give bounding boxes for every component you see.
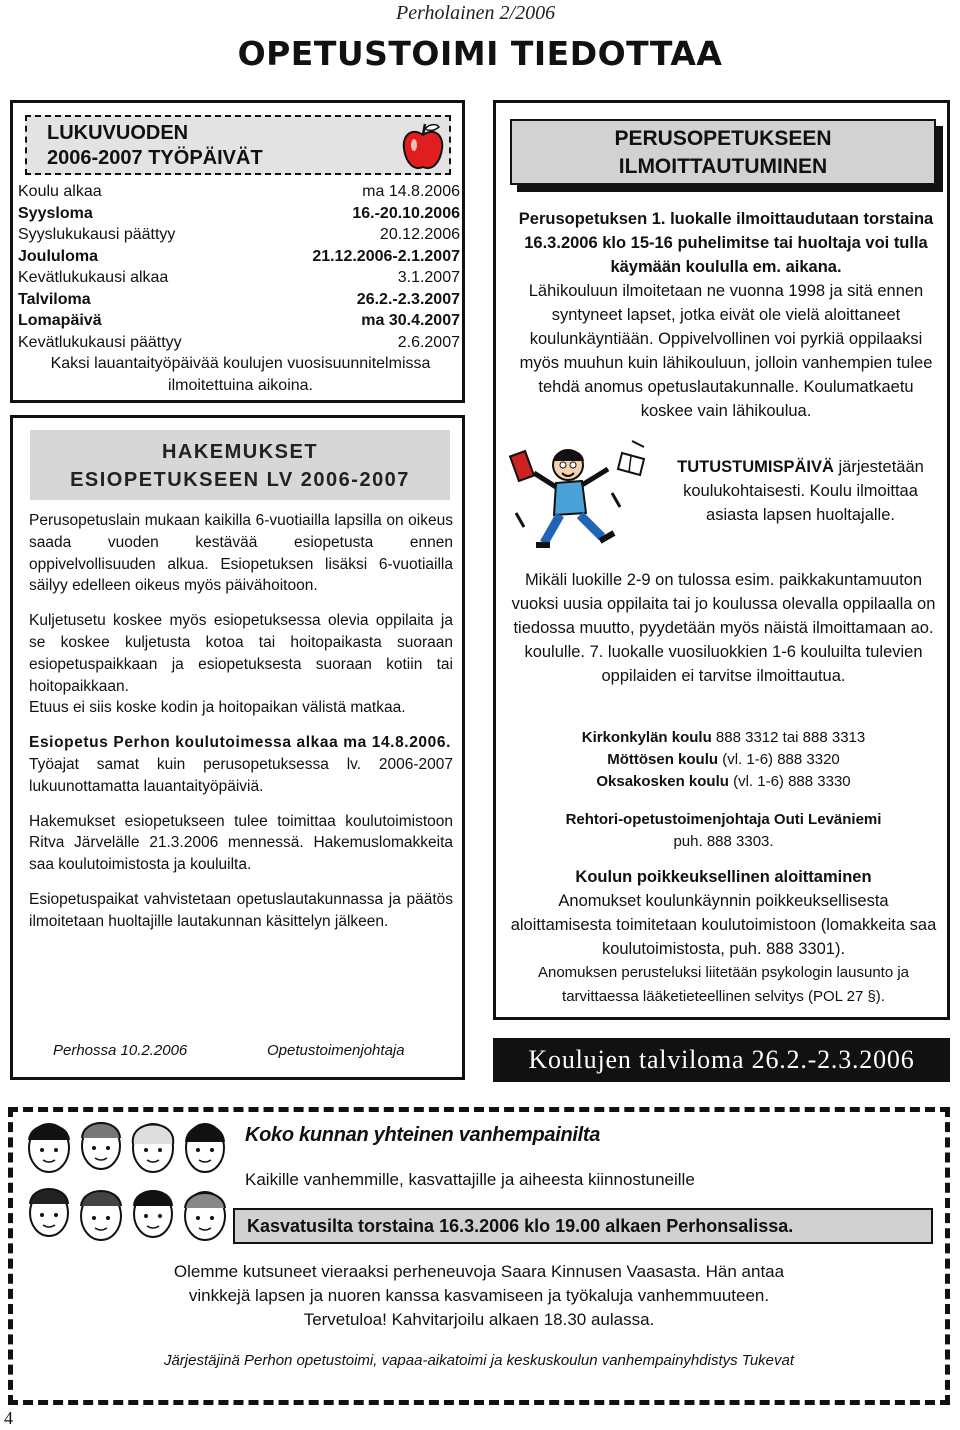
magazine-header: Perholainen 2/2006 bbox=[396, 2, 556, 24]
schedule-row-value: 26.2.-2.3.2007 bbox=[356, 290, 460, 308]
schedule-row-value: 3.1.2007 bbox=[397, 269, 460, 286]
page-number: 4 bbox=[4, 1408, 13, 1428]
applications-paragraph-5: Esiopetuspaikat vahvistetaan opetuslautakunnassa ja päätös ilmoitetaan huoltajille lautakunnan käsittelyn jälkeen. bbox=[29, 890, 453, 930]
evening-title: Koko kunnan yhteinen vanhempainilta bbox=[245, 1124, 601, 1146]
schedule-header bbox=[25, 115, 451, 175]
applications-header bbox=[30, 430, 450, 500]
schedule-row-value: ma 30.4.2007 bbox=[361, 312, 460, 329]
applications-box bbox=[10, 415, 465, 1080]
schedule-row-value: ma 14.8.2006 bbox=[362, 183, 460, 200]
faces-illustration bbox=[19, 1118, 234, 1270]
registration-title-line2: ILMOITTAUTUMINEN bbox=[618, 155, 828, 178]
school-info: (vl. 1-6) 888 3320 bbox=[718, 751, 840, 768]
school-contact bbox=[506, 749, 941, 771]
schedule-row-label: Joululoma bbox=[18, 247, 99, 265]
schedule-row-value: 20.12.2006 bbox=[379, 226, 460, 243]
schedule-row-label: Koulu alkaa bbox=[18, 183, 102, 200]
principal-name: Rehtori-opetustoimenjohtaja Outi Leväniemi bbox=[565, 811, 882, 828]
principal-contact bbox=[506, 809, 941, 853]
applications-paragraph-3: Työajat samat kuin perusopetuksessa lv. 2006-2007 lukuunottamatta lauantaityöpäiviä. bbox=[29, 755, 453, 795]
evening-organizers: Järjestäjinä Perhon opetustoimi, vapaa-aikatoimi ja keskuskoulun vanhempainyhdistys Tukevat bbox=[163, 1352, 795, 1369]
registration-intro bbox=[510, 207, 942, 423]
winter-holiday-banner: Koulujen talviloma 26.2.-2.3.2006 bbox=[493, 1038, 950, 1082]
signature-place: Perhossa 10.2.2006 bbox=[53, 1042, 188, 1059]
registration-header bbox=[510, 119, 936, 185]
orientation-day-text bbox=[668, 455, 933, 527]
schedule-row bbox=[18, 289, 460, 311]
schedule-row-value: 16.-20.10.2006 bbox=[352, 204, 460, 222]
student-illustration bbox=[504, 433, 664, 563]
school-info: 888 3312 tai 888 3313 bbox=[711, 729, 866, 746]
registration-box bbox=[493, 100, 950, 1020]
schedule-title-line2: 2006-2007 TYÖPÄIVÄT bbox=[47, 147, 263, 169]
schedule-list bbox=[18, 181, 460, 353]
applications-paragraph-1: Perusopetuslain mukaan kaikilla 6-vuotiailla lapsilla on oikeus saada vuoden kestävää esiopetusta ennen oppivelvollisuuden alkua. Esiopetuksen lisäksi 6-vuotiailla säilyy edelleen oikeus myös päivähoitoon. bbox=[29, 512, 453, 595]
schedule-row-label: Syysloma bbox=[18, 204, 93, 222]
applications-paragraph-2: Kuljetusetu koskee myös esiopetuksessa olevia oppilaita ja se koskee kuljetusta kotoa tai hoitopaikasta suoraan esiopetuspaikkaan ja esiopetuksesta suoraan kotiin tai hoitopaikkaan. bbox=[29, 612, 453, 695]
applications-paragraph-4: Hakemukset esiopetukseen tulee toimittaa koulutoimistoon Ritva Järvelälle 21.3.2006 mennessä. Hakemuslomakkeita saa koulutoimistosta ja kouluilta. bbox=[29, 812, 453, 874]
schedule-row bbox=[18, 246, 460, 268]
applications-title-line2: ESIOPETUKSEEN LV 2006-2007 bbox=[70, 469, 410, 491]
evening-subtitle: Kaikille vanhemmille, kasvattajille ja aiheesta kiinnostuneille bbox=[245, 1170, 695, 1189]
orientation-day-label: TUTUSTUMISPÄIVÄ bbox=[677, 458, 834, 476]
schedule-row-value: 21.12.2006-2.1.2007 bbox=[312, 247, 460, 265]
exceptional-start-text: Anomukset koulunkäynnin poikkeuksellisesta aloittamisesta toimitetaan koulutoimistoon (lomakkeita saa koulutoimistosta, puh. 888 3301). bbox=[510, 892, 937, 958]
evening-body-line1: Olemme kutsuneet vieraaksi perheneuvoja Saara Kinnusen Vaasasta. Hän antaa bbox=[173, 1262, 785, 1281]
transfer-text: Mikäli luokille 2-9 on tulossa esim. paikkakuntamuuton vuoksi uusia oppilaita tai jo koulussa olevalla oppilaalla on tiedossa muutto, pyydetään myös näistä ilmoittamaan ao. koululle. 7. luokalle vuosiluokkien 1-6 kouluilta tulevien oppilaiden ei tarvitse ilmoittautua. bbox=[511, 571, 936, 685]
school-name: Kirkonkylän koulu bbox=[581, 729, 712, 746]
applications-title bbox=[30, 430, 450, 494]
page-title: OPETUSTOIMI TIEDOTTAA bbox=[237, 34, 723, 73]
evening-highlight: Kasvatusilta torstaina 16.3.2006 klo 19.00 alkaen Perhonsalissa. bbox=[233, 1208, 933, 1244]
schedule-row bbox=[18, 267, 460, 289]
school-name: Oksakosken koulu bbox=[596, 773, 729, 790]
schedule-row bbox=[18, 203, 460, 225]
schedule-row bbox=[18, 332, 460, 354]
exceptional-start bbox=[506, 865, 941, 1009]
parents-evening-box bbox=[8, 1107, 950, 1405]
schedule-note bbox=[13, 353, 468, 397]
schedule-note-line2: ilmoitettuina aikoina. bbox=[168, 377, 313, 394]
schedule-row-label: Kevätlukukausi alkaa bbox=[18, 269, 169, 286]
signature-role: Opetustoimenjohtaja bbox=[267, 1042, 405, 1059]
schedule-row bbox=[18, 310, 460, 332]
schedule-title bbox=[47, 121, 263, 171]
schools-list bbox=[506, 727, 941, 793]
applications-text bbox=[29, 510, 453, 946]
evening-body bbox=[13, 1260, 945, 1332]
orientation-day-body: järjestetään koulukohtaisesti. Koulu ilmoittaa asiasta lapsen huoltajalle. bbox=[683, 458, 924, 524]
exceptional-start-note: Anomuksen perusteluksi liitetään psykologin lausunto ja tarvittaessa lääketieteellinen selvitys (POL 27 §). bbox=[537, 964, 910, 1005]
school-contact bbox=[506, 727, 941, 749]
school-name: Möttösen koulu bbox=[607, 751, 719, 768]
schedule-box bbox=[10, 100, 465, 403]
schedule-row-label: Syyslukukausi päättyy bbox=[18, 226, 176, 243]
applications-title-line1: HAKEMUKSET bbox=[161, 441, 319, 463]
exceptional-start-title: Koulun poikkeuksellinen aloittaminen bbox=[575, 868, 872, 886]
applications-start-date: Esiopetus Perhon koulutoimessa alkaa ma 14.8.2006. bbox=[29, 734, 451, 752]
schedule-note-line1: Kaksi lauantaityöpäivää koulujen vuosisuunnitelmissa bbox=[50, 355, 431, 372]
evening-body-line2: vinkkejä lapsen ja nuoren kanssa kasvamiseen ja työkaluja vanhemmuuteen. bbox=[188, 1286, 770, 1305]
schedule-row-value: 2.6.2007 bbox=[397, 333, 460, 351]
schedule-row-label: Kevätlukukausi päättyy bbox=[18, 333, 182, 351]
schedule-row bbox=[18, 181, 460, 203]
registration-intro-text: Lähikouluun ilmoitetaan ne vuonna 1998 ja sitä ennen syntyneet lapset, jotka eivät ole vielä aloittaneet koulunkäyntiään. Oppivelvollinen voi pyrkiä oppilaaksi myös muuhun kuin lähikouluun, jolloin vanhempien tulee tehdä anomus opetuslautakunnalle. Koulumatkaetu koskee vain lähikoulua. bbox=[519, 282, 933, 420]
principal-phone: puh. 888 3303. bbox=[673, 833, 774, 850]
apple-icon bbox=[402, 121, 444, 173]
schedule-row bbox=[18, 224, 460, 246]
schedule-row-label: Lomapäivä bbox=[18, 312, 102, 329]
applications-paragraph-2b: Etuus ei siis koske kodin ja hoitopaikan välistä matkaa. bbox=[29, 699, 406, 717]
evening-body-line3: Tervetuloa! Kahvitarjoilu alkaen 18.30 aulassa. bbox=[303, 1310, 655, 1329]
schedule-title-line1: LUKUVUODEN bbox=[47, 122, 189, 144]
school-contact bbox=[506, 771, 941, 793]
school-info: (vl. 1-6) 888 3330 bbox=[728, 773, 851, 790]
registration-title-line1: PERUSOPETUKSEEN bbox=[614, 127, 832, 150]
registration-date: Perusopetuksen 1. luokalle ilmoittaudutaan torstaina 16.3.2006 klo 15-16 puhelimitse tai huoltaja voi tulla käymään koululla em. aikana. bbox=[518, 210, 934, 276]
schedule-row-label: Talviloma bbox=[18, 290, 91, 308]
